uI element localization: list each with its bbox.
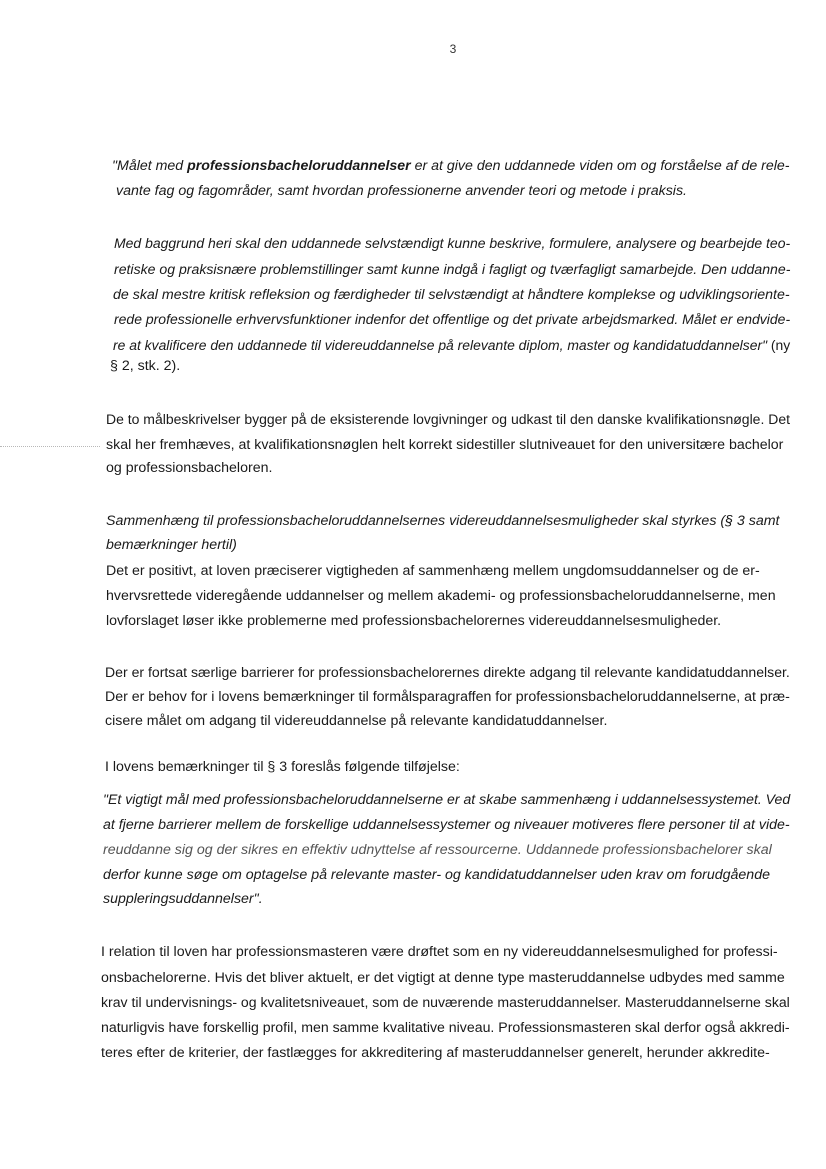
quote3-line3: reuddanne sig og der sikres en effektiv udnyttelse af ressourcerne. Uddannede professionsbachelorer skal [103, 842, 772, 858]
para2-line3: lovforslaget løser ikke problemerne med professionsbachelorernes videreuddannelsesmuligheder. [106, 613, 722, 629]
para3-line1: Der er fortsat særlige barrierer for professionsbachelorernes direkte adgang til relevante kandidatuddannelser. [105, 665, 790, 681]
para5-line1: I relation til loven har professionsmasteren være drøftet som en ny videreuddannelsesmulighed for professi- [101, 944, 778, 960]
para5-line5: teres efter de kriterier, der fastlægges for akkreditering af masteruddannelser generelt, herunder akkredite- [101, 1045, 770, 1061]
para5-line3: krav til undervisnings- og kvalitetsniveauet, som de nuværende masteruddannelser. Masteruddannelserne skal [101, 995, 790, 1011]
quote2-line5: re at kvalificere den uddannede til videreuddannelse på relevante diplom, master og kandidatuddannelser" (ny [113, 338, 791, 354]
quote2-line6: § 2, stk. 2). [110, 358, 181, 374]
margin-dotted-line [0, 446, 100, 447]
section-heading-line2: bemærkninger hertil) [106, 537, 237, 553]
quote2-line2: retiske og praksisnære problemstillinger samt kunne indgå i fagligt og tværfagligt samarbejde. Den uddanne- [114, 262, 791, 278]
quote2-line4: rede professionelle erhvervsfunktioner indenfor det offentlige og det private arbejdsmarked. Målet er endvide- [114, 312, 791, 328]
para5-line2: onsbachelorerne. Hvis det bliver aktuelt, er det vigtigt at denne type masteruddannelse udbydes med samme [101, 970, 785, 986]
quote1-line2: vante fag og fagområder, samt hvordan professionerne anvender teori og metode i praksis. [116, 183, 687, 199]
quote1-line1: "Målet med professionsbacheloruddannelser er at give den uddannede viden om og forståelse af de rele- [112, 158, 790, 174]
page-number: 3 [449, 42, 457, 56]
section-heading-line1: Sammenhæng til professionsbacheloruddannelsernes videreuddannelsesmuligheder skal styrkes (§ 3 samt [106, 513, 780, 529]
quote2-line1: Med baggrund heri skal den uddannede selvstændigt kunne beskrive, formulere, analysere og bearbejde teo- [114, 236, 791, 252]
para2-line1: Det er positivt, at loven præciserer vigtigheden af sammenhæng mellem ungdomsuddannelser og de er- [106, 563, 760, 579]
quote3-line2: at fjerne barrierer mellem de forskellige uddannelsessystemer og niveauer motiveres flere personer til at vide- [103, 817, 790, 833]
para1-line3: og professionsbacheloren. [106, 460, 273, 476]
para2-line2: hvervsrettede videregående uddannelser og mellem akademi- og professionsbacheloruddannelserne, men [106, 588, 776, 604]
quote3-line5: suppleringsuddannelser". [103, 891, 263, 907]
para1-line1: De to målbeskrivelser bygger på de eksisterende lovgivninger og udkast til den danske kvalifikationsnøgle. Det [106, 412, 790, 428]
para3-line2: Der er behov for i lovens bemærkninger til formålsparagraffen for professionsbacheloruddannelserne, at præ- [105, 689, 790, 705]
quote3-line1: "Et vigtigt mål med professionsbacheloruddannelserne er at skabe sammenhæng i uddannelsessystemet. Ved [103, 792, 791, 808]
para4-line1: I lovens bemærkninger til § 3 foreslås følgende tilføjelse: [105, 759, 460, 775]
para1-line2: skal her fremhæves, at kvalifikationsnøglen helt korrekt sidestiller slutniveauet for den universitære bachelor [106, 437, 784, 453]
para5-line4: naturligvis have forskellig profil, men samme kvalitative niveau. Professionsmasteren skal derfor også akkredi- [101, 1020, 790, 1036]
quote3-line4: derfor kunne søge om optagelse på relevante master- og kandidatuddannelser uden krav om forudgående [103, 867, 770, 883]
quote2-line3: de skal mestre kritisk refleksion og færdigheder til selvstændigt at håndtere komplekse og udviklingsoriente- [113, 287, 790, 303]
para3-line3: cisere målet om adgang til videreuddannelse på relevante kandidatuddannelser. [105, 713, 608, 729]
